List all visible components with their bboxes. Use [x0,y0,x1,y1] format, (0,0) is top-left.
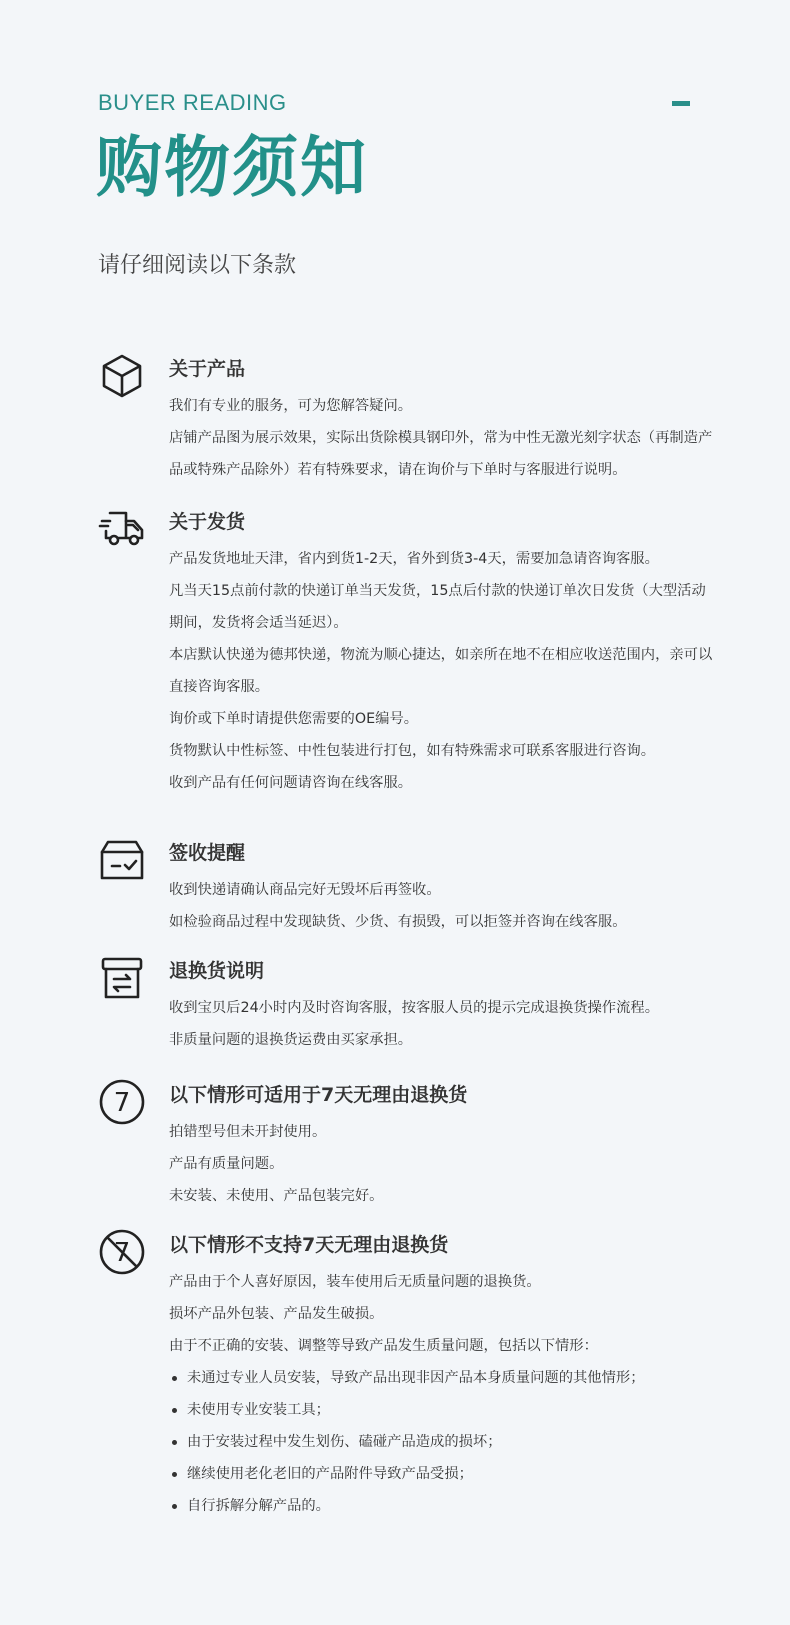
section-title: 退换货说明 [169,960,265,982]
body-line: 本店默认快递为德邦快递，物流为顺心捷达，如亲所在地不在相应收送范围内，亲可以直接咨询客服。 [169,647,713,695]
section-body [169,543,714,799]
body-line: 产品有质量问题。 [169,1156,284,1172]
package-check-icon [98,836,146,884]
no-seven-day-icon-text: 7 [113,1238,131,1268]
body-line: 非质量问题的退换货运费由买家承担。 [169,1032,413,1048]
section-body [169,1266,714,1522]
exclusion-list [169,1362,714,1522]
body-line: 损坏产品外包装、产品发生破损。 [169,1306,384,1322]
body-line: 拍错型号但未开封使用。 [169,1124,327,1140]
section-body [169,390,714,486]
section-title: 以下情形可适用于7天无理由退换货 [169,1084,468,1106]
accent-dash [672,101,690,106]
list-item: 由于安装过程中发生划伤、磕碰产品造成的损坏； [169,1426,714,1458]
section-title: 关于发货 [169,511,246,533]
section-body [169,874,714,938]
list-item: 继续使用老化老旧的产品附件导致产品受损； [169,1458,714,1490]
delivery-truck-icon [98,505,146,553]
seven-day-icon [98,1078,146,1126]
body-line: 未安装、未使用、产品包装完好。 [169,1188,384,1204]
body-line: 凡当天15点前付款的快递订单当天发货，15点后付款的快递订单次日发货（大型活动期间，发货将会适当延迟）。 [169,583,706,631]
section-title: 以下情形不支持7天无理由退换货 [169,1234,449,1256]
body-line: 店铺产品图为展示效果，实际出货除模具钢印外，常为中性无激光刻字状态（再制造产品或特殊产品除外）若有特殊要求，请在询价与下单时与客服进行说明。 [169,430,713,478]
eyebrow-label: BUYER READING [98,90,287,115]
body-line: 询价或下单时请提供您需要的OE编号。 [169,711,419,727]
body-line: 收到产品有任何问题请咨询在线客服。 [169,775,413,791]
list-item: 未通过专业人员安装，导致产品出现非因产品本身质量问题的其他情形； [169,1362,714,1394]
body-line: 由于不正确的安装、调整等导致产品发生质量问题，包括以下情形： [169,1338,598,1354]
section-title: 关于产品 [169,358,246,380]
exchange-box-icon [98,954,146,1002]
body-line: 如检验商品过程中发现缺货、少货、有损毁，可以拒签并咨询在线客服。 [169,914,627,930]
seven-day-icon-text: 7 [113,1088,131,1118]
body-line: 货物默认中性标签、中性包装进行打包，如有特殊需求可联系客服进行咨询。 [169,743,656,759]
section-title: 签收提醒 [169,842,246,864]
box-icon [98,352,146,400]
section-body [169,992,714,1056]
page-subtitle: 请仔细阅读以下条款 [98,253,297,278]
body-line: 收到宝贝后24小时内及时咨询客服，按客服人员的提示完成退换货操作流程。 [169,1000,659,1016]
body-line: 产品发货地址天津，省内到货1-2天，省外到货3-4天，需要加急请咨询客服。 [169,551,659,567]
no-seven-day-icon [98,1228,146,1276]
list-item: 自行拆解分解产品的。 [169,1490,714,1522]
body-line: 产品由于个人喜好原因，装车使用后无质量问题的退换货。 [169,1274,541,1290]
body-line: 我们有专业的服务，可为您解答疑问。 [169,398,413,414]
page-title: 购物须知 [96,129,368,206]
section-body [169,1116,714,1212]
body-line: 收到快递请确认商品完好无毁坏后再签收。 [169,882,441,898]
list-item: 未使用专业安装工具； [169,1394,714,1426]
